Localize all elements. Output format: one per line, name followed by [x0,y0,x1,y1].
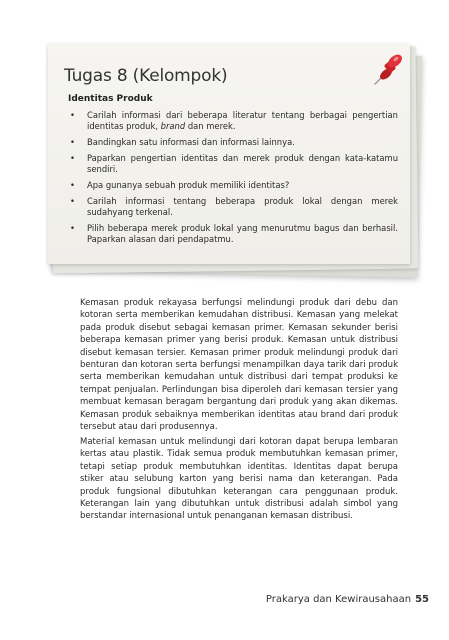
task-item-text: Paparkan pengertian identitas dan merek produk dengan kata-katamu sendiri. [87,153,398,174]
note-paper [48,44,410,264]
page-number: 55 [415,594,429,605]
task-item-text-end: dan merek. [185,121,236,131]
bullet-icon: • [70,153,75,163]
task-item [68,137,398,148]
bullet-icon: • [70,110,75,120]
task-list [68,110,398,250]
task-item-text: Apa gunanya sebuah produk memiliki identitas? [87,180,290,190]
task-item-text: Bandingkan satu informasi dan informasi lainnya. [87,137,295,147]
bullet-icon: • [70,196,75,206]
task-item [68,153,398,175]
task-item [68,223,398,245]
task-item [68,180,398,191]
body-paragraph-2: Material kemasan untuk melindungi dari kotoran dapat berupa lembaran kertas atau plastik. Tidak semua produk membutuhkan kemasan primer, tetapi setiap produk membutuhkan identitas. Identitas dapat berupa stiker atau selubung karton yang berisi nama dan keterangan. Pada produk fungsional dibutuhkan keterangan cara penggunaan produk. Keterangan lain yang dibutuhkan untuk distribusi adalah simbol yang berstandar internasional untuk penanganan kemasan distribusi. [80,437,398,522]
bullet-icon: • [70,137,75,147]
task-subtitle: Identitas Produk [68,94,153,104]
book-title: Prakarya dan Kewirausahaan [265,594,412,605]
body-paragraph-1: Kemasan produk rekayasa berfungsi melindungi produk dari debu dan kotoran serta memberikan kemudahan distribusi. Kemasan yang melekat pada produk disebut sebagai kemasan primer. Kemasan sekunder berisi beberapa kemasan primer yang berisi produk. Kemasan untuk distribusi disebut kemasan tersier. Kemasan primer produk melindungi produk dari benturan dan kotoran serta berfungsi menampilkan daya tarik dari produk serta memberikan kemudahan untuk distribusi dari tempat produksi ke tempat penjualan. Perlindungan bisa diperoleh dari kemasan tersier yang membuat kemasan beragam bergantung dari produk yang akan dikemas. Kemasan produk sebaiknya memberikan identitas atau brand dari produk tersebut atau dari produsennya. [80,298,398,433]
task-item-text: Carilah informasi dari beberapa literatur tentang berbagai pengertian identitas produk, [87,110,398,131]
task-item-text: Carilah informasi tentang beberapa produk lokal dengan merek sudahyang terkenal. [87,196,398,217]
task-item-text: Pilih beberapa merek produk lokal yang menurutmu bagus dan berhasil. Paparkan alasan dari pendapatmu. [87,223,398,244]
push-pin-icon [372,50,408,86]
task-item [68,110,398,132]
task-title: Tugas 8 (Kelompok) [64,66,228,86]
task-item-emphasis: brand [160,121,186,131]
bullet-icon: • [70,223,75,233]
task-note [48,44,420,272]
bullet-icon: • [70,180,75,190]
task-item [68,196,398,218]
page-footer [266,594,429,605]
